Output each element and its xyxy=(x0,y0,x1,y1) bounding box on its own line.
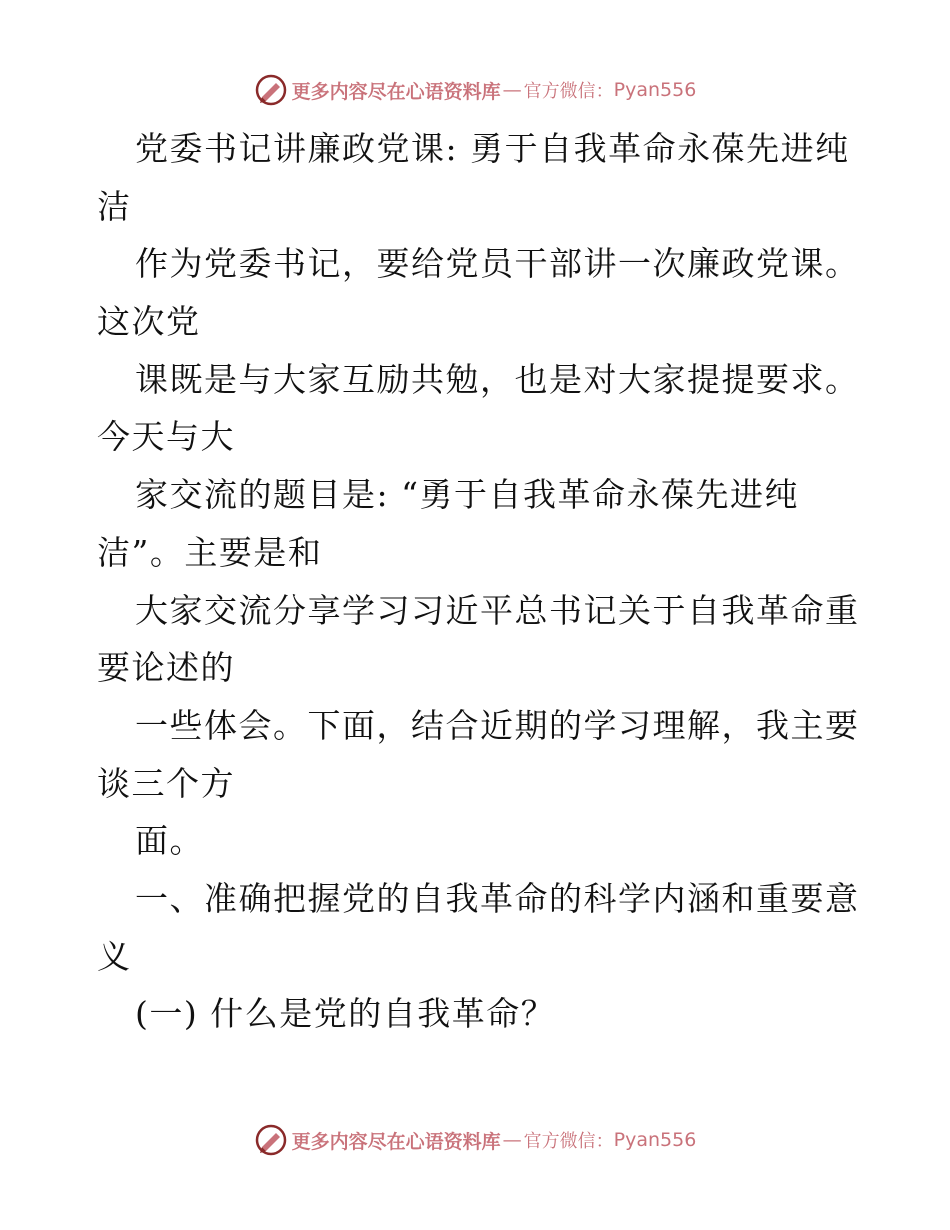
body-line: 要论述的 xyxy=(97,648,235,688)
pen-logo-icon xyxy=(254,73,288,107)
body-line: 谈三个方 xyxy=(97,763,235,803)
footer-wechat-id: Pyan556 xyxy=(613,1129,697,1151)
body-line: 大家交流分享学习习近平总书记关于自我革命重 xyxy=(135,590,860,630)
footer-wechat-label: 官方微信： xyxy=(523,1131,614,1152)
header-wechat-id: Pyan556 xyxy=(613,79,697,101)
section-heading: 一、准确把握党的自我革命的科学内涵和重要意 xyxy=(135,878,860,918)
footer-separator: — xyxy=(502,1129,522,1151)
header-brand: 更多内容尽在心语资料库 xyxy=(291,80,501,103)
subsection-heading: (一) 什么是党的自我革命？ xyxy=(135,994,556,1034)
header-wechat-label: 官方微信： xyxy=(523,81,614,102)
body-line: 家交流的题目是: “勇于自我革命永葆先进纯 xyxy=(135,475,799,515)
section-heading-cont: 义 xyxy=(97,936,132,976)
body-line: 这次党 xyxy=(97,302,201,342)
footer-watermark xyxy=(0,1120,950,1160)
body-line: 课既是与大家互励共勉，也是对大家提提要求。 xyxy=(135,359,860,399)
footer-brand: 更多内容尽在心语资料库 xyxy=(291,1130,501,1153)
body-line: 一些体会。下面，结合近期的学习理解，我主要 xyxy=(135,705,860,745)
body-line: 洁”。主要是和 xyxy=(97,532,323,572)
body-line: 面。 xyxy=(135,821,204,861)
body-line: 今天与大 xyxy=(97,417,235,457)
header-separator: — xyxy=(502,79,522,101)
body-line: 党委书记讲廉政党课: 勇于自我革命永葆先进纯 xyxy=(135,129,850,168)
pen-logo-icon xyxy=(254,1123,288,1157)
header-watermark xyxy=(0,70,950,110)
document-body xyxy=(97,120,860,1043)
body-line: 作为党委书记，要给党员干部讲一次廉政党课。 xyxy=(135,244,860,284)
body-line: 洁 xyxy=(97,186,132,226)
